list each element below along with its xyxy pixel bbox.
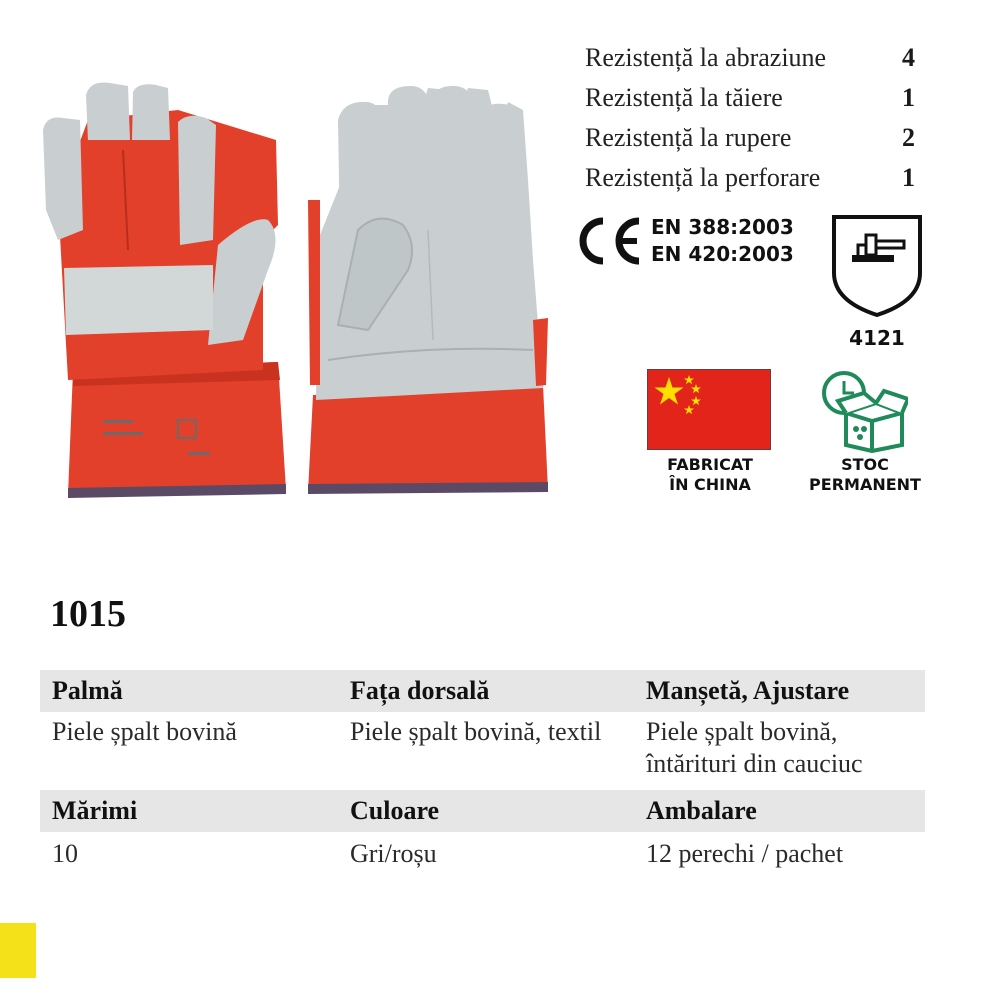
glove-palm-view: [308, 86, 548, 494]
rating-row-puncture: [585, 158, 915, 198]
spec-value-row: [40, 712, 925, 790]
value-palm: Piele șpalt bovină: [52, 717, 237, 746]
origin-line-2: ÎN CHINA: [669, 475, 751, 494]
header-palm: Palmă: [52, 676, 123, 705]
stock-box-clock-icon: [818, 369, 908, 453]
value-packaging: 12 perechi / pachet: [646, 839, 844, 868]
header-packaging: Ambalare: [646, 796, 757, 825]
rating-value: 1: [902, 163, 915, 192]
stock-badge-label: [795, 455, 935, 495]
rating-row-tear: [585, 118, 915, 158]
hammer-shield-icon: [830, 213, 924, 319]
header-back: Fața dorsală: [350, 676, 490, 705]
page-edge-tab: [0, 923, 36, 978]
glove-pair-image: [28, 80, 568, 510]
spec-value-row: [40, 832, 925, 878]
spec-header-row: [40, 670, 925, 712]
rating-row-abrasion: [585, 38, 915, 78]
value-cuff-line-1: Piele șpalt bovină,: [646, 717, 838, 746]
stock-line-2: PERMANENT: [809, 475, 921, 494]
rating-label: Rezistență la perforare: [585, 163, 821, 192]
protection-code: 4121: [849, 326, 905, 350]
china-flag-icon: [647, 369, 771, 450]
rating-value: 2: [902, 123, 915, 152]
header-color: Culoare: [350, 796, 440, 825]
glove-back-view: [43, 83, 286, 499]
stock-line-1: STOC: [841, 455, 889, 474]
value-color: Gri/roșu: [350, 839, 437, 868]
norm-en388: EN 388:2003: [651, 215, 794, 239]
value-cuff: [636, 716, 925, 790]
rating-value: 4: [902, 43, 915, 72]
ce-mark-icon: [573, 215, 645, 267]
spec-table: [40, 670, 925, 878]
origin-line-1: FABRICAT: [667, 455, 753, 474]
rating-label: Rezistență la tăiere: [585, 83, 783, 112]
product-code: 1015: [50, 593, 126, 635]
rating-row-cut: [585, 78, 915, 118]
norm-en420: EN 420:2003: [651, 242, 794, 266]
header-sizes: Mărimi: [52, 796, 138, 825]
origin-badge-label: [640, 455, 780, 495]
value-back: Piele șpalt bovină, textil: [350, 717, 602, 746]
rating-label: Rezistență la rupere: [585, 123, 792, 152]
value-cuff-line-2: întărituri din cauciuc: [646, 749, 863, 778]
header-cuff: Manșetă, Ajustare: [646, 676, 850, 705]
resistance-ratings: [585, 38, 915, 198]
value-sizes: 10: [52, 839, 78, 868]
rating-label: Rezistență la abraziune: [585, 43, 827, 72]
spec-header-row: [40, 790, 925, 832]
rating-value: 1: [902, 83, 915, 112]
standards-list: [651, 214, 794, 268]
